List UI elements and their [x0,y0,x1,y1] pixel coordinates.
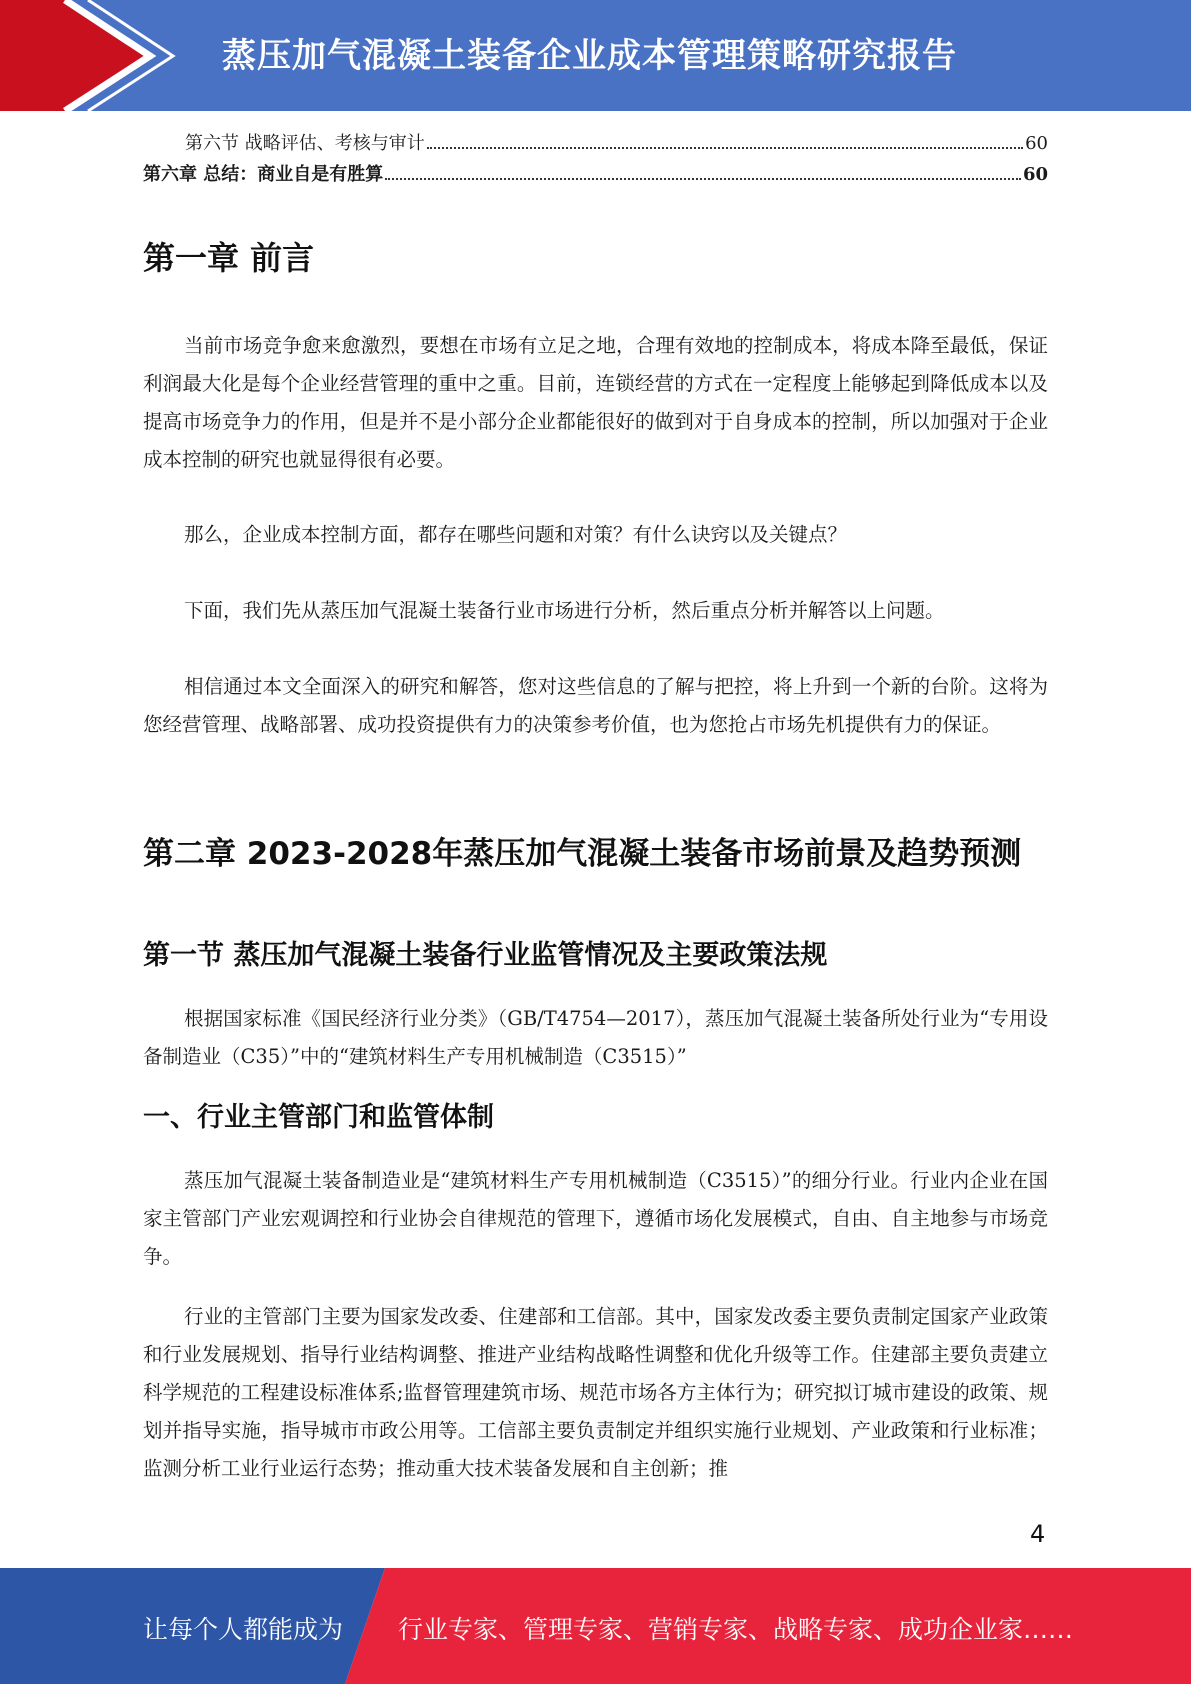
page-number: 4 [1030,1520,1046,1548]
toc-entry[interactable] [143,160,1048,191]
chapter1-paragraph: 下面，我们先从蒸压加气混凝土装备行业市场进行分析，然后重点分析并解答以上问题。 [184,599,945,622]
toc-entry-label: 第六章 总结：商业自是有胜算 [143,164,384,185]
chapter2-heading: 第二章 2023-2028年蒸压加气混凝土装备市场前景及趋势预测 [143,836,1022,872]
subsection1-paragraph: 行业的主管部门主要为国家发改委、住建部和工信部。其中，国家发改委主要负责制定国家产业政策和行业发展规划、指导行业结构调整、推进产业结构战略性调整和优化升级等工作。住建部主要负责建立科学规范的工程建设标准体系;监督管理建筑市场、规范市场各方主体行为；研究拟订城市建设的政策、规划并指导实施，指导城市市政公用等。工信部主要负责制定并组织实施行业规划、产业政策和行业标准；监测分析工业行业运行态势；推动重大技术装备发展和自主创新；推 [143,1305,1048,1480]
toc-entry-label: 第六节 战略评估、考核与审计 [185,133,425,154]
toc-entry[interactable] [143,129,1048,160]
chapter1-paragraph: 那么，企业成本控制方面，都存在哪些问题和对策？有什么诀窍以及关键点？ [184,523,848,546]
chapter1-paragraph: 当前市场竞争愈来愈激烈，要想在市场有立足之地，合理有效地的控制成本，将成本降至最低，保证利润最大化是每个企业经营管理的重中之重。目前，连锁经营的方式在一定程度上能够起到降低成本以及提高市场竞争力的作用，但是并不是小部分企业都能很好的做到对于自身成本的控制，所以加强对于企业成本控制的研究也就显得很有必要。 [143,334,1048,471]
section1-paragraph: 根据国家标准《国民经济行业分类》（GB/T4754—2017），蒸压加气混凝土装备所处行业为“专用设备制造业（C35）”中的“建筑材料生产专用机械制造（C3515）” [143,1007,1048,1068]
table-of-contents [143,129,1048,191]
toc-leader-dots [427,147,1023,149]
section1-heading: 第一节 蒸压加气混凝土装备行业监管情况及主要政策法规 [143,940,828,971]
subsection1-heading: 一、行业主管部门和监管体制 [143,1102,494,1133]
toc-leader-dots [385,178,1021,180]
chapter1-heading: 第一章 前言 [143,239,315,277]
chapter1-paragraph: 相信通过本文全面深入的研究和解答，您对这些信息的了解与把控，将上升到一个新的台阶。这将为您经营管理、战略部署、成功投资提供有力的决策参考价值，也为您抢占市场先机提供有力的保证。 [143,675,1048,736]
toc-entry-page: 60 [1025,133,1048,154]
report-title: 蒸压加气混凝土装备企业成本管理策略研究报告 [222,36,957,76]
footer-slogan-left: 让每个人都能成为 [143,1615,344,1644]
page-header [0,0,1191,111]
footer-slogan-right: 行业专家、管理专家、营销专家、战略专家、成功企业家…… [398,1615,1074,1644]
toc-entry-page: 60 [1022,164,1048,185]
subsection1-paragraph: 蒸压加气混凝土装备制造业是“建筑材料生产专用机械制造（C3515）”的细分行业。行业内企业在国家主管部门产业宏观调控和行业协会自律规范的管理下，遵循市场化发展模式，自由、自主地参与市场竞争。 [143,1169,1048,1268]
page-footer [0,1568,1191,1684]
